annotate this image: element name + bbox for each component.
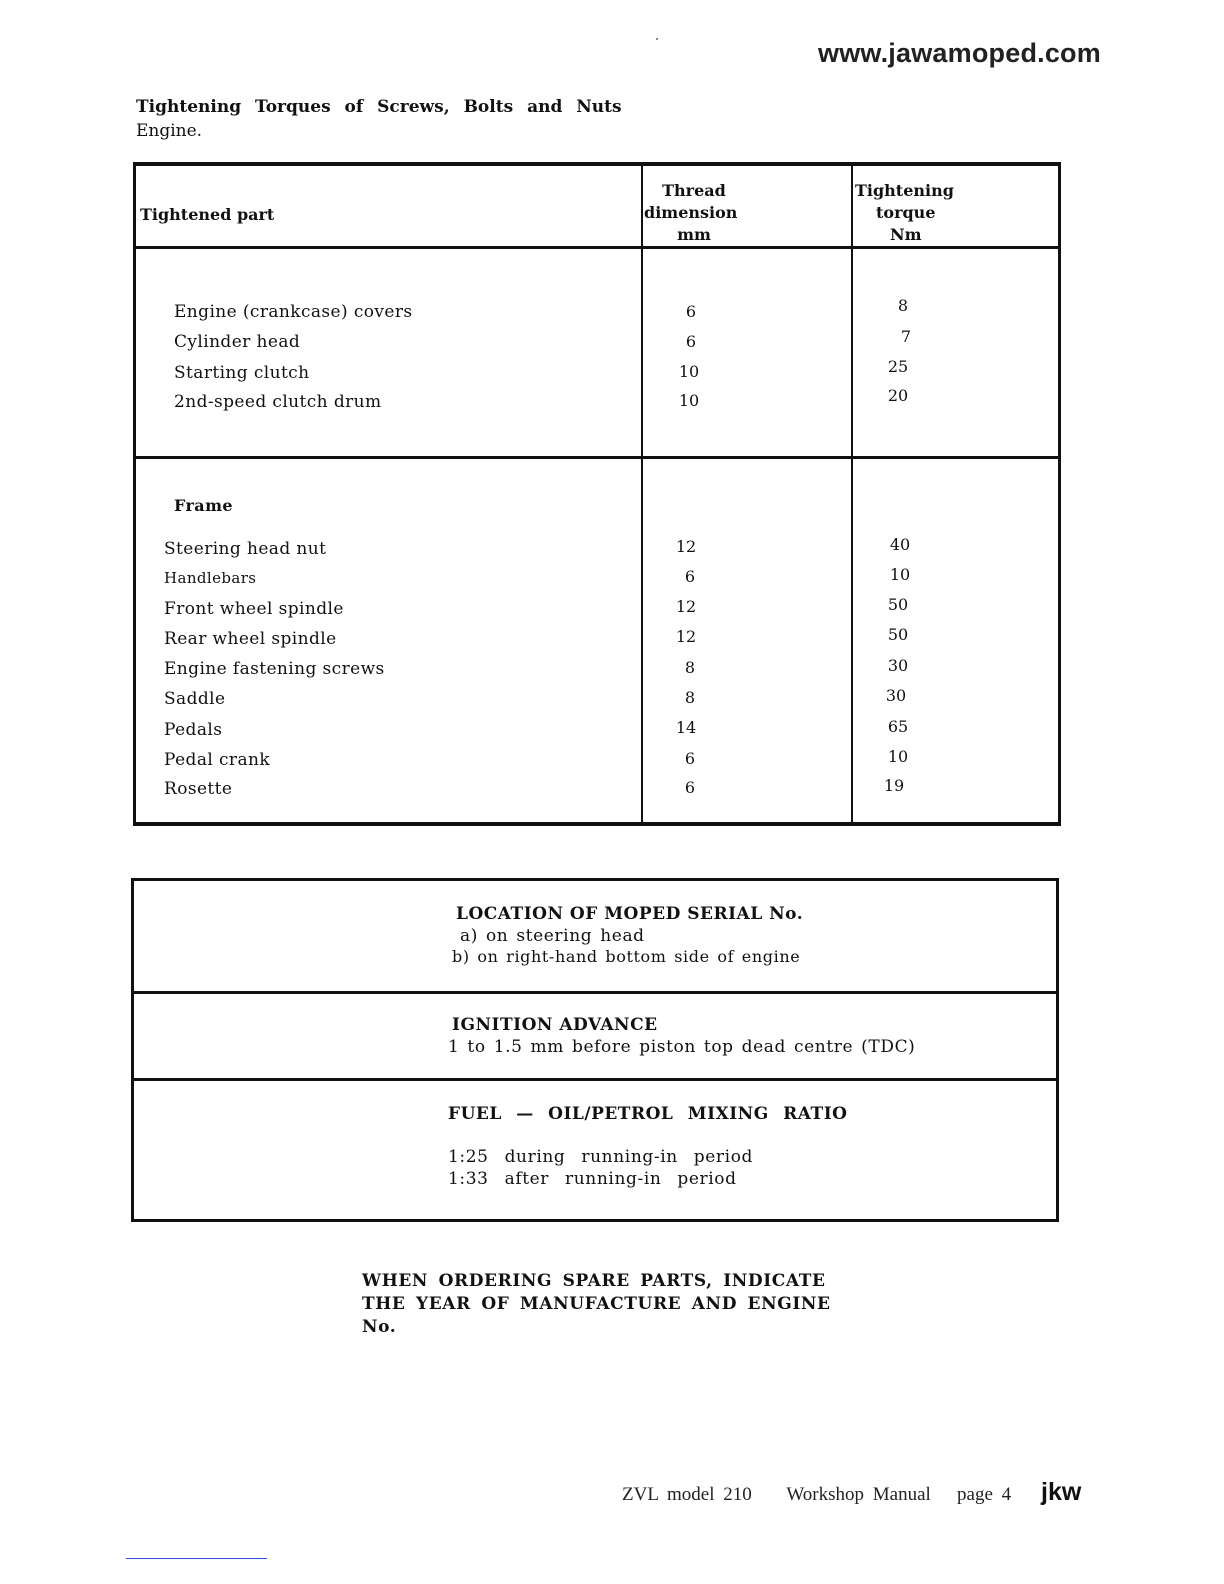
frame-row-thread: 12 [675,597,697,616]
frame-row-torque: 40 [889,535,911,554]
page-heading [136,95,622,143]
engine-row-part: 2nd-speed clutch drum [174,392,382,412]
frame-row-part: Front wheel spindle [164,599,344,619]
header-torque-line2: torque [876,203,936,222]
engine-row-part: Engine (crankcase) covers [174,302,413,322]
fuel-line-2: 1:33 after running-in period [448,1169,737,1189]
engine-row-thread: 6 [685,332,697,351]
frame-row-part: Rear wheel spindle [164,629,337,649]
scan-speck [656,38,658,40]
frame-row-thread: 6 [684,778,696,797]
torque-table [133,162,1061,826]
header-tightened-part: Tightened part [140,205,275,224]
frame-row-part: Steering head nut [164,539,327,559]
engine-row-torque: 7 [900,327,912,346]
heading-title: Tightening Torques of Screws, Bolts and Nuts [136,97,622,117]
frame-section-label: Frame [174,496,233,515]
info-divider [134,991,1056,994]
frame-row-torque: 19 [883,776,905,795]
site-url-link[interactable]: www.jawamoped.com [818,38,1101,68]
spare-parts-notice [362,1270,842,1339]
frame-row-torque: 50 [887,595,909,614]
link-underline [126,1558,267,1559]
frame-row-thread: 12 [675,537,697,556]
info-boxes [131,878,1059,1222]
frame-row-torque: 10 [889,565,911,584]
frame-row-part: Pedal crank [164,750,271,770]
section-divider [136,456,1058,459]
frame-row-torque: 65 [887,717,909,736]
engine-row-torque: 25 [887,357,909,376]
engine-row-part: Cylinder head [174,332,301,352]
serial-title: LOCATION OF MOPED SERIAL No. [456,904,804,924]
column-divider [851,166,853,822]
notice-line-1: WHEN ORDERING SPARE PARTS, INDICATE [362,1271,826,1291]
frame-row-part: Pedals [164,720,223,740]
info-divider [134,1078,1056,1081]
engine-row-torque: 8 [897,296,909,315]
frame-row-thread: 14 [675,718,697,737]
header-divider [136,246,1058,249]
frame-row-torque: 30 [885,686,907,705]
header-torque-line1: Tightening [855,181,954,200]
frame-row-part: Saddle [164,689,226,709]
serial-line-a: a) on steering head [460,926,645,946]
ignition-line: 1 to 1.5 mm before piston top dead centre (TDC) [448,1037,916,1057]
frame-row-thread: 6 [684,567,696,586]
header-thread-line3: mm [677,225,711,244]
page-footer: ZVL model 210 Workshop Manual page 4 [622,1484,1012,1505]
frame-row-torque: 10 [887,747,909,766]
serial-line-b: b) on right-hand bottom side of engine [452,947,801,966]
frame-row-thread: 12 [675,627,697,646]
heading-subtitle: Engine. [136,121,203,141]
ignition-title: IGNITION ADVANCE [452,1015,658,1035]
fuel-line-1: 1:25 during running-in period [448,1147,754,1167]
notice-line-3: No. [362,1317,397,1337]
header-thread-line2: dimension [644,203,738,222]
header-torque-line3: Nm [890,225,922,244]
frame-row-part: Rosette [164,779,233,799]
frame-row-torque: 50 [887,625,909,644]
engine-row-thread: 6 [685,302,697,321]
frame-row-part: Engine fastening screws [164,659,385,679]
engine-row-thread: 10 [678,391,700,410]
jkw-logo: jkw [1041,1478,1082,1506]
frame-row-thread: 6 [684,749,696,768]
engine-row-part: Starting clutch [174,363,310,383]
fuel-title: FUEL — OIL/PETROL MIXING RATIO [448,1104,848,1124]
frame-row-part: Handlebars [164,569,257,587]
header-thread-line1: Thread [662,181,726,200]
notice-line-2: THE YEAR OF MANUFACTURE AND ENGINE [362,1294,831,1314]
frame-row-thread: 8 [684,688,696,707]
frame-row-thread: 8 [684,658,696,677]
frame-row-torque: 30 [887,656,909,675]
engine-row-thread: 10 [678,362,700,381]
engine-row-torque: 20 [887,386,909,405]
column-divider [641,166,643,822]
